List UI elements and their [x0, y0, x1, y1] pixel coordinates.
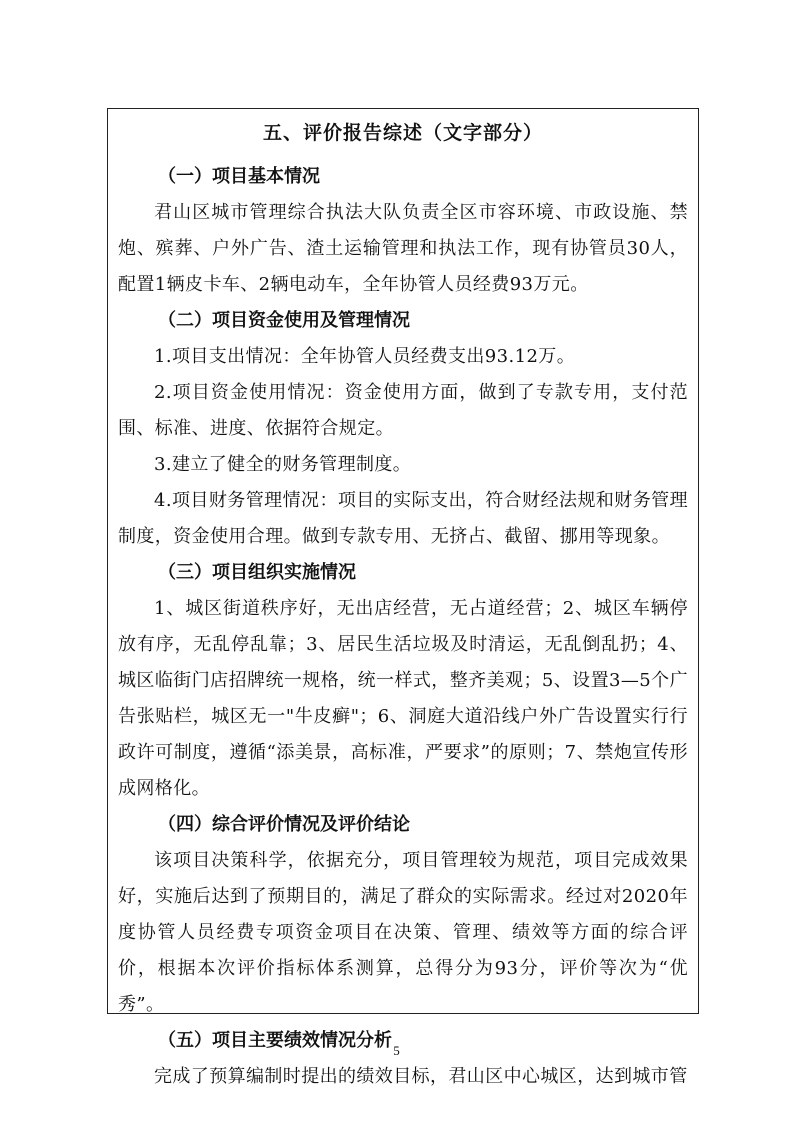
subsection-heading: （五）项目主要绩效情况分析 [158, 1030, 392, 1051]
paragraph: 2.项目资金使用情况：资金使用方面，做到了专款专用，支付范围、标准、进度、依据符合规定。 [118, 382, 688, 439]
report-content [108, 109, 698, 1095]
section-title: 五、评价报告综述（文字部分） [262, 122, 543, 144]
paragraph: 该项目决策科学，依据充分，项目管理较为规范，项目完成效果好，实施后达到了预期目的，满足了群众的实际需求。经过对2020年度协管人员经费专项资金项目在决策、管理、绩效等方面的综合评价，根据本次评价指标体系测算，总得分为93分，评价等次为“优秀”。 [118, 850, 688, 1015]
subsection-heading: （四）综合评价情况及评价结论 [158, 814, 410, 835]
subsection-basic-info [118, 159, 688, 303]
subsection-funds-management [118, 303, 688, 555]
subsection-implementation [118, 555, 688, 807]
subsection-performance-analysis [118, 1023, 688, 1095]
paragraph: 1.项目支出情况：全年协管人员经费支出93.12万。 [154, 346, 576, 367]
paragraph: 1、城区街道秩序好，无出店经营，无占道经营；2、城区车辆停放有序，无乱停乱靠；3、居民生活垃圾及时清运，无乱倒乱扔；4、城区临街门店招牌统一规格，统一样式，整齐美观；5、设置3—5个广告张贴栏，城区无一"牛皮癣"；6、洞庭大道沿线户外广告设置实行行政许可制度，遵循“添美景，高标准，严要求”的原则；7、禁炮宣传形成网格化。 [118, 598, 688, 799]
report-frame [107, 108, 699, 1087]
paragraph: 完成了预算编制时提出的绩效目标，君山区中心城区，达到城市管 [154, 1066, 688, 1087]
subsection-heading: （二）项目资金使用及管理情况 [158, 310, 410, 331]
subsection-heading: （三）项目组织实施情况 [158, 562, 356, 583]
paragraph: 君山区城市管理综合执法大队负责全区市容环境、市政设施、禁炮、殡葬、户外广告、渣土运输管理和执法工作，现有协管员30人，配置1辆皮卡车、2辆电动车，全年协管人员经费93万元。 [118, 202, 688, 295]
paragraph: 4.项目财务管理情况：项目的实际支出，符合财经法规和财务管理制度，资金使用合理。做到专款专用、无挤占、截留、挪用等现象。 [118, 490, 688, 547]
page-number: 5 [393, 1043, 400, 1058]
subsection-evaluation-conclusion [118, 807, 688, 1023]
subsection-heading: （一）项目基本情况 [158, 166, 320, 187]
paragraph: 3.建立了健全的财务管理制度。 [154, 454, 412, 475]
